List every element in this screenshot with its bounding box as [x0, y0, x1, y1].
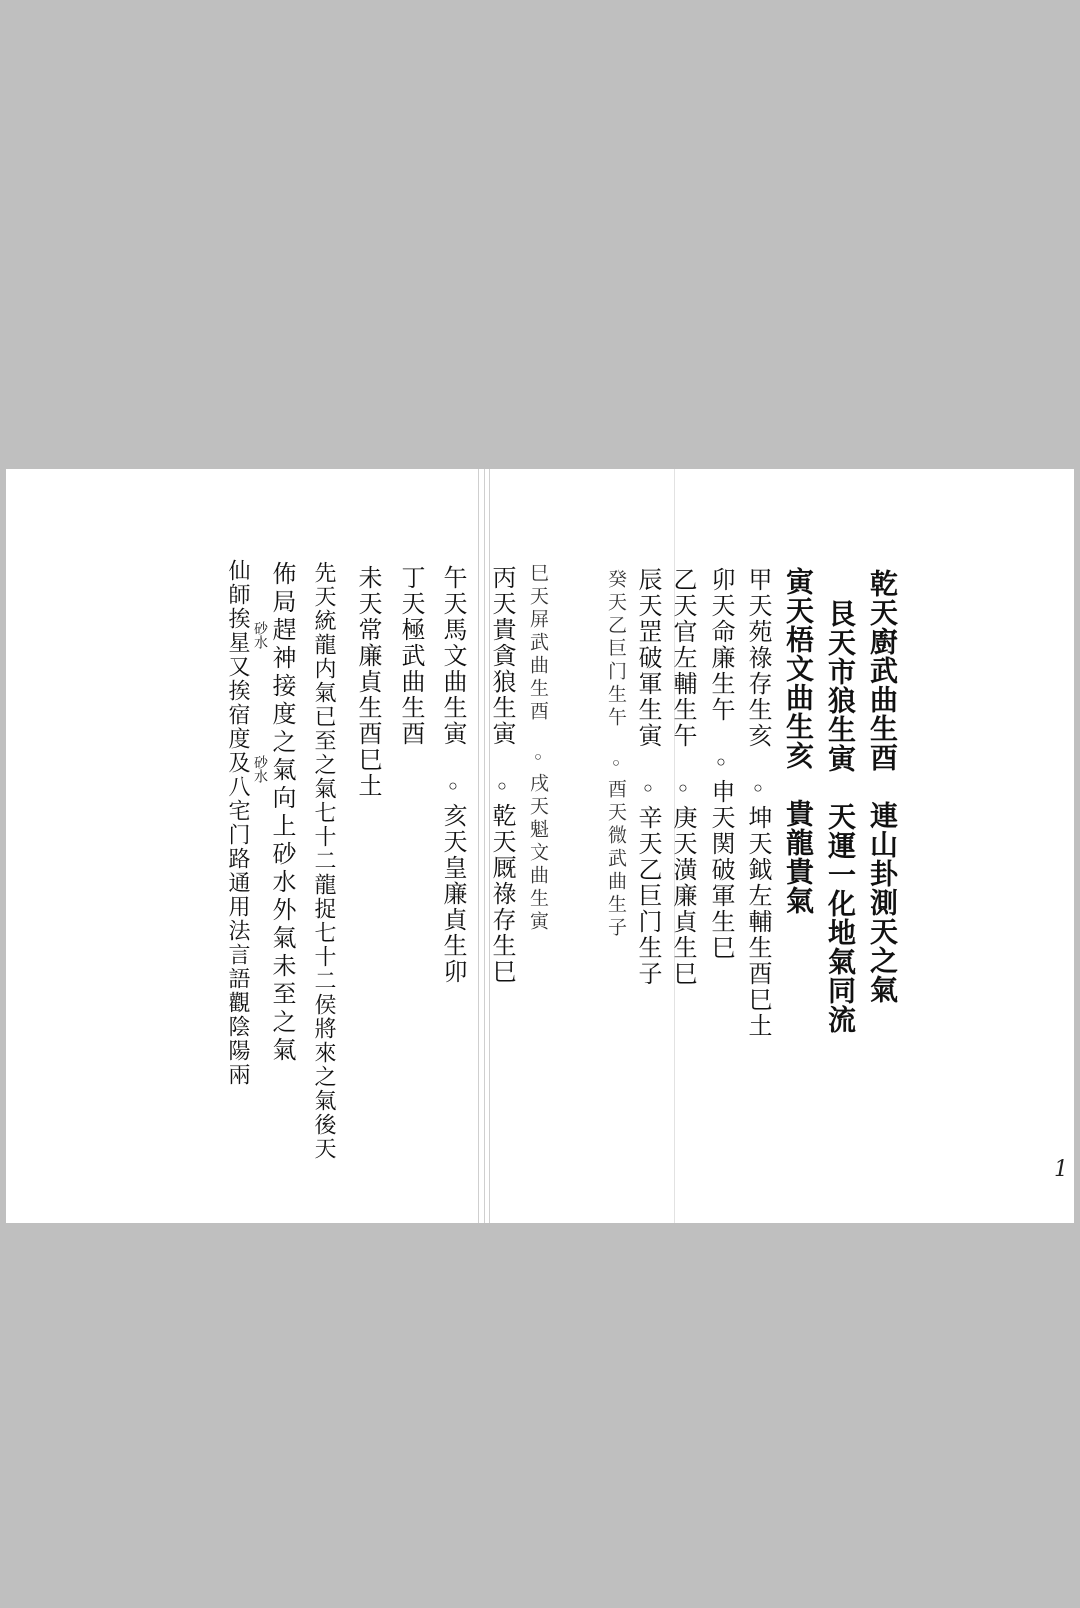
text-column: 巳天屏武曲生酉 ◦戌天魁文曲生寅: [527, 563, 549, 934]
text-column: 未天常廉貞生酉巳土: [354, 565, 382, 799]
text-column: 甲天苑祿存生亥 ◦坤天鉞左輔生酉巳土: [744, 567, 772, 1039]
text-column: 乙天官左輔生午 ◦庚天潢廉貞生巳: [669, 567, 697, 987]
text-column: 卯天命廉生午 ◦申天関破軍生巳: [707, 567, 735, 961]
text-column: 辰天罡破軍生寅 ◦辛天乙巨门生子: [634, 567, 662, 987]
text-column: 丁天極武曲生酉: [397, 565, 425, 747]
page-gutter-line: [478, 469, 479, 1223]
text-column: 午天馬文曲生寅 ◦亥天皇廉貞生卯: [439, 565, 467, 985]
text-column: 佈局趕神接度之氣向上砂水外氣未至之氣: [268, 561, 296, 1065]
text-column: 仙師挨星又挨宿度及八宅门路通用法言語觀陰陽兩: [225, 559, 250, 1087]
text-column: 艮天市狼生寅 天運一化地氣同流: [824, 599, 857, 1034]
text-column: 寅天梧文曲生亥 貴龍貴氣: [782, 567, 815, 915]
manuscript-page: [6, 469, 1074, 1223]
annotation-note: 砂水: [252, 755, 268, 783]
text-column: 丙天貴貪狼生寅 ◦乾天厩祿存生巳: [488, 565, 516, 985]
page-gutter-line: [484, 469, 485, 1223]
text-column: 乾天廚武曲生酉 連山卦測天之氣: [866, 569, 899, 1004]
page-number: 1: [1054, 1157, 1068, 1182]
text-column: 先天統龍内氣已至之氣七十二龍捉七十二侯將來之氣後天: [311, 561, 336, 1161]
text-column: 癸天乙巨门生午 ◦酉天微武曲生子: [605, 569, 627, 940]
annotation-note: 砂水: [252, 621, 268, 649]
